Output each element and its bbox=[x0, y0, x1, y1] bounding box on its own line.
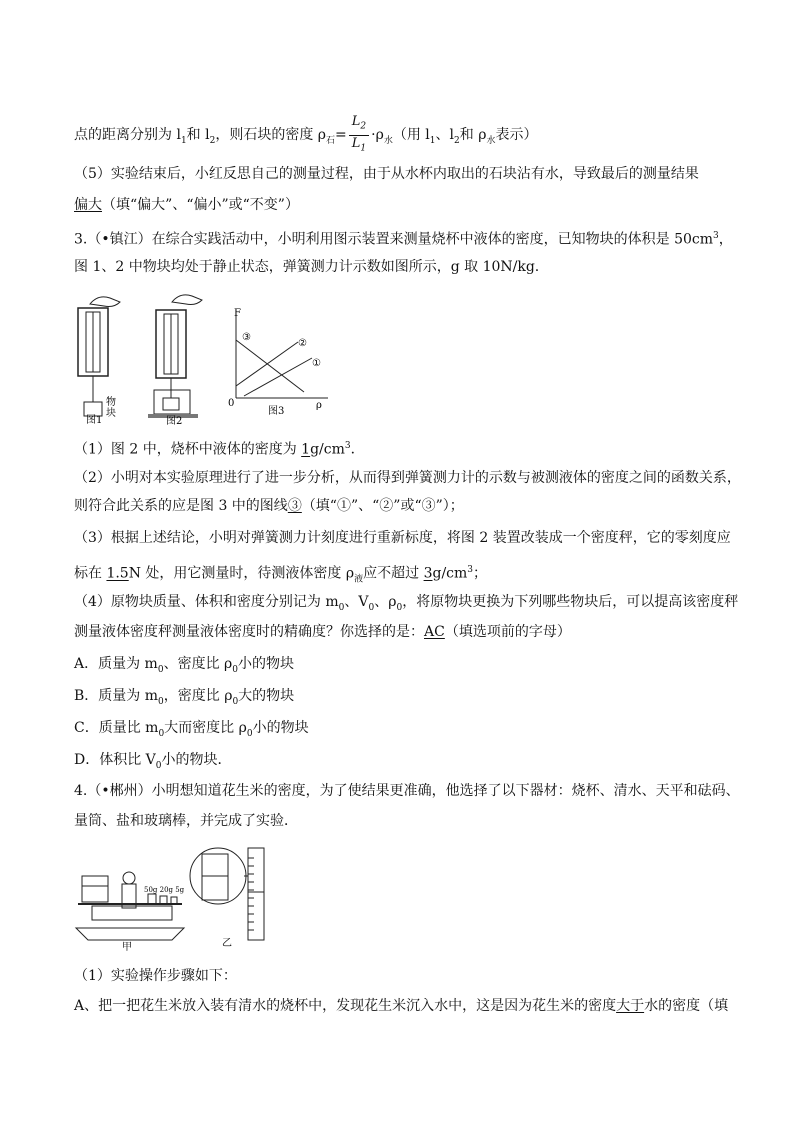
q3-1: （1）图 2 中，烧杯中液体的密度为 $1g/cm^3$． bbox=[74, 441, 365, 458]
answer: 3 bbox=[423, 565, 433, 582]
text: 、l bbox=[435, 127, 455, 144]
answer: 1.5 bbox=[106, 565, 129, 582]
beaker bbox=[82, 876, 108, 902]
axis-rho-label: ρ bbox=[316, 400, 322, 411]
density-formula-line: 点的距离分别为 $l_1$和 $l_2$，则石块的密度 $\rho_石=$ $\frac{L_2}{L_1}$ $\cdot\rho_水$（用 $l_1$、$l_2$和 $\rho_水$表示） bbox=[74, 114, 537, 156]
q4-step-a: A、把一把花生米放入装有清水的烧杯中，发现花生米沉入水中，这是因为花生米的密度大于水的密度（填 bbox=[74, 998, 729, 1014]
yi-caption: 乙 bbox=[222, 938, 232, 949]
q3-2b: 则符合此关系的应是图 3 中的图线③（填“①”、“②”或“③”）； bbox=[74, 498, 464, 514]
jia-caption: 甲 bbox=[122, 942, 132, 953]
hand-icon bbox=[90, 297, 120, 307]
svg-text:0: 0 bbox=[228, 398, 235, 409]
q3-3a: （3）根据上述结论，小明对弹簧测力计刻度进行重新标度，将图 2 装置改装成一个密度秤，它的零刻度应 bbox=[74, 530, 731, 546]
svg-text:②: ② bbox=[298, 338, 307, 349]
line-3 bbox=[236, 340, 304, 392]
block-label: 物 bbox=[106, 397, 116, 408]
text: 3.（•镇江）在综合实践活动中，小明利用图示装置来测量烧杯中液体的密度，已知物块的体积是 50cm bbox=[74, 231, 713, 248]
weights-label: 50g 20g 5g bbox=[144, 886, 185, 894]
spring-scale-figures bbox=[72, 290, 352, 425]
text: 石 bbox=[326, 135, 336, 146]
fig1-caption: 图1 bbox=[86, 415, 103, 425]
q3-head2: 图 1、2 中物块均处于静止状态，弹簧测力计示数如图所示，g 取 10N/kg. bbox=[74, 259, 540, 275]
block-1 bbox=[84, 402, 102, 416]
q4-head2: 量筒、盐和玻璃棒，并完成了实验． bbox=[74, 813, 298, 829]
answer: ③ bbox=[287, 498, 302, 514]
q5-line: （5）实验结束后，小红反思自己的测量过程，由于从水杯内取出的石块沾有水，导致最后的测量结果 bbox=[74, 166, 699, 182]
fig3-caption: 图3 bbox=[268, 406, 285, 417]
text: 和 l bbox=[186, 127, 210, 144]
svg-text:①: ① bbox=[312, 358, 321, 369]
line-2 bbox=[236, 342, 298, 386]
text: L bbox=[351, 114, 361, 129]
q3-2a: （2）小明对本实验原理进行了进一步分析，从而得到弹簧测力计的示数与被测液体的密度之间的函数关系， bbox=[74, 470, 741, 486]
text: ，则石块的密度 ρ bbox=[215, 127, 327, 144]
q5-answer-line bbox=[74, 195, 299, 215]
answer: 1 bbox=[301, 441, 311, 458]
option-a: A．质量为 $m_0$、密度比 $\rho_0$小的物块 bbox=[74, 656, 294, 675]
text: L bbox=[351, 135, 361, 151]
fraction: $\frac{L_2}{L_1}$ bbox=[349, 114, 369, 156]
answer: AC bbox=[424, 624, 445, 640]
fig2-caption: 图2 bbox=[166, 416, 183, 425]
text: ·ρ bbox=[371, 127, 384, 144]
option-b: B．质量为 $m_0$，密度比 $\rho_0$大的物块 bbox=[74, 688, 295, 707]
q3-head: 3.（•镇江）在综合实践活动中，小明利用图示装置来测量烧杯中液体的密度，已知物块的体积是 $50cm^3$， bbox=[74, 231, 733, 248]
graduated-cylinder bbox=[248, 848, 264, 940]
text: （填“偏大”、“偏小”或“不变”） bbox=[102, 197, 299, 213]
svg-text:块: 块 bbox=[106, 408, 116, 419]
text: （用 l bbox=[392, 127, 430, 144]
svg-text:③: ③ bbox=[242, 332, 251, 343]
balance-and-cylinder-figure bbox=[72, 842, 282, 954]
text: 水 bbox=[486, 135, 496, 146]
text: 点的距离分别为 l bbox=[74, 127, 181, 144]
q3-4b: 测量液体密度秤测量液体密度时的精确度？你选择的是：AC（填选项前的字母） bbox=[74, 624, 571, 640]
answer: 大于 bbox=[616, 998, 645, 1014]
answer: 偏大 bbox=[74, 197, 102, 213]
q3-4a: （4）原物块质量、体积和密度分别记为 $m_0$、$V_0$、$\rho_0$，将原物块更换为下列哪些物块后，可以提高该密度秤 bbox=[74, 594, 739, 613]
q4-1: （1）实验操作步骤如下： bbox=[74, 968, 237, 984]
option-d: D．体积比 $V_0$小的物块． bbox=[74, 752, 232, 771]
text: 表示） bbox=[495, 127, 538, 144]
text: 和 ρ bbox=[459, 127, 487, 144]
text: = bbox=[335, 127, 347, 144]
axis-f-label: F bbox=[234, 308, 241, 319]
q4-head: 4.（•郴州）小明想知道花生米的密度，为了使结果更准确，他选择了以下器材：烧杯、清水、天平和砝码、 bbox=[74, 783, 740, 799]
option-c: C．质量比 $m_0$大而密度比 $\rho_0$小的物块 bbox=[74, 720, 309, 739]
text: 水 bbox=[383, 135, 393, 146]
q3-3b: 标在 1.5N 处，用它测量时，待测液体密度 $\rho_液$应不超过 $3g/cm^3$； bbox=[74, 565, 488, 585]
